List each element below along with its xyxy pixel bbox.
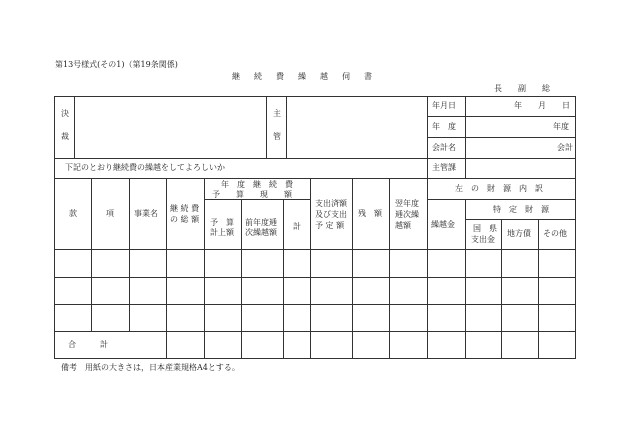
col-yokunen-2: 逓次繰 bbox=[395, 210, 419, 219]
col-tokutei: 特 定 財 源 bbox=[493, 205, 549, 214]
col-yosan-sub3: 計 bbox=[293, 222, 301, 231]
approver-labels: 長 副 総 bbox=[494, 84, 550, 93]
form-reference: 第13号様式(その1)（第19条関係) bbox=[55, 60, 178, 69]
col-total-2: の 総 額 bbox=[170, 215, 200, 224]
col-yosan-sub1-2: 計上額 bbox=[210, 228, 234, 237]
account-label: 会計名 bbox=[432, 143, 456, 152]
account-value: 会計 bbox=[557, 143, 573, 152]
col-kou: 項 bbox=[106, 209, 114, 218]
col-kokuken-2: 支出金 bbox=[471, 235, 495, 244]
dept-label: 主管課 bbox=[432, 163, 456, 172]
col-total-1: 継 続 費 bbox=[170, 204, 200, 213]
date-value: 年 月 日 bbox=[514, 101, 570, 110]
col-yokunen-3: 越額 bbox=[395, 221, 411, 230]
shukan-label-1: 主 bbox=[273, 109, 281, 118]
col-shishutsu-2: 及び支出 bbox=[315, 210, 347, 219]
col-yokunen-1: 翌年度 bbox=[395, 199, 419, 208]
col-shishutsu-1: 支出済額 bbox=[315, 199, 347, 208]
fiscal-year-value: 年度 bbox=[553, 122, 569, 131]
col-zaigen-head: 左 の 財 源 内 訳 bbox=[455, 184, 543, 193]
col-zangaku: 残 額 bbox=[358, 209, 382, 218]
date-label: 年月日 bbox=[432, 101, 456, 110]
footnote: 備考 用紙の大きさは，日本産業規格A4とする。 bbox=[61, 363, 240, 372]
total-label: 合 計 bbox=[68, 340, 108, 349]
fiscal-year-label: 年 度 bbox=[432, 122, 456, 131]
col-kan: 款 bbox=[69, 209, 77, 218]
kessai-label-1: 決 bbox=[61, 109, 69, 118]
col-sonota: その他 bbox=[543, 229, 567, 238]
col-yosan-sub2-1: 前年度逓 bbox=[245, 218, 277, 227]
col-kurikoshi: 繰越金 bbox=[431, 220, 455, 229]
col-jigyo: 事業名 bbox=[134, 209, 158, 218]
col-yosan-head-2: 予 算 現 額 bbox=[212, 190, 292, 199]
col-yosan-sub2-2: 次繰越額 bbox=[245, 228, 277, 237]
col-kokuken-1: 国 県 bbox=[473, 224, 497, 233]
col-shishutsu-3: 予 定 額 bbox=[315, 221, 345, 230]
col-yosan-sub1-1: 予 算 bbox=[210, 218, 234, 227]
col-chihosai: 地方債 bbox=[507, 229, 531, 238]
kessai-label-2: 裁 bbox=[61, 132, 69, 141]
shukan-label-2: 管 bbox=[273, 132, 281, 141]
col-yosan-head-1: 年 度 継 続 費 bbox=[221, 180, 293, 189]
document-title: 継 続 費 繰 越 伺 書 bbox=[232, 72, 375, 81]
request-text: 下記のとおり継続費の繰越をしてよろしいか bbox=[65, 163, 225, 172]
